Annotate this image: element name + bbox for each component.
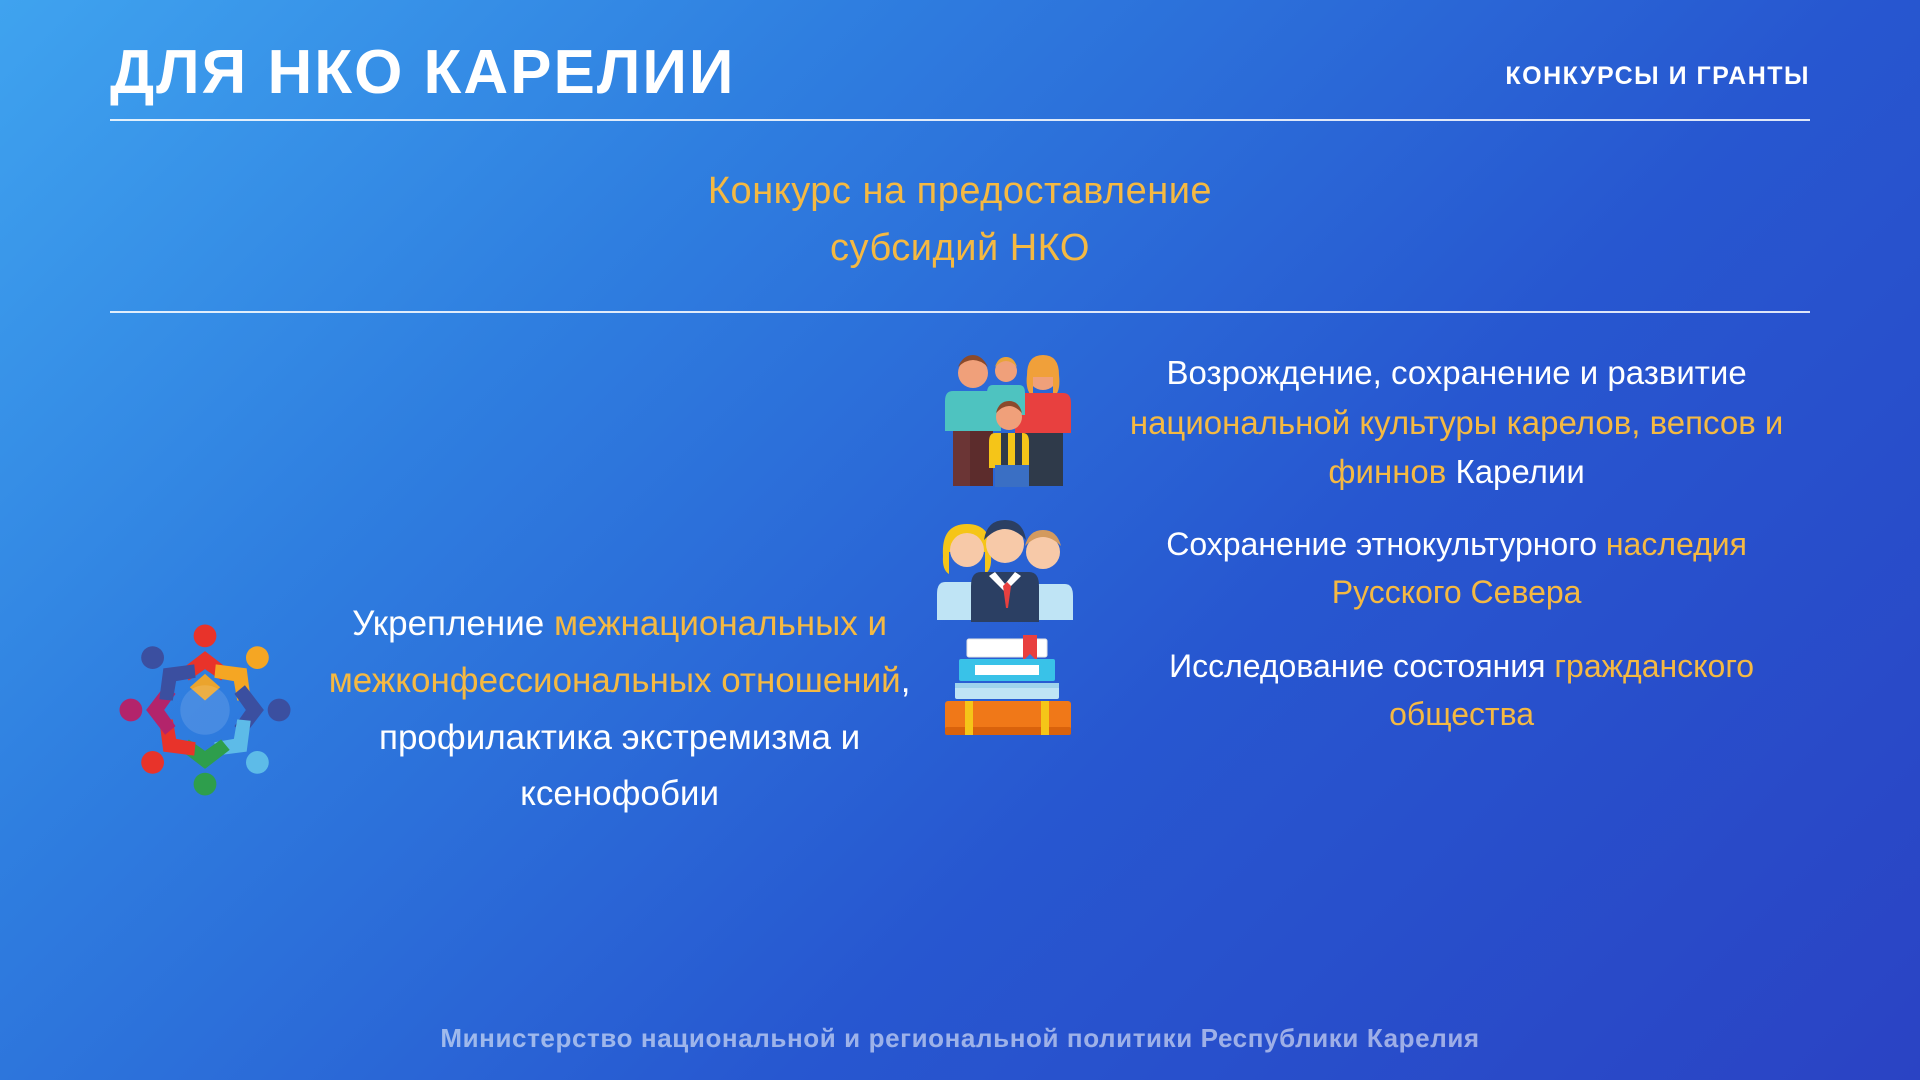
subtitle-block — [110, 121, 1810, 311]
slide-header — [110, 40, 1810, 119]
books-icon — [931, 635, 1091, 745]
left-block — [110, 339, 921, 1080]
three-people-icon — [931, 510, 1081, 625]
family-icon — [931, 345, 1081, 500]
subtitle-line-2: субсидий НКО — [830, 227, 1090, 270]
list-item — [931, 345, 1810, 500]
item-text-highlight: гражданского общества — [1389, 648, 1755, 733]
item-text-highlight: национальной культуры карелов, вепсов и финнов — [1129, 403, 1784, 491]
list-item — [931, 510, 1810, 625]
item-text-part-1: Исследование состояния — [1169, 648, 1555, 685]
left-block-text — [318, 596, 921, 823]
item-text-part-1: Возрождение, сохранение и развитие — [1166, 354, 1747, 392]
left-text-highlight: межнациональных и межконфессиональных отношений — [328, 604, 901, 700]
right-block — [931, 339, 1810, 1080]
header-kicker: КОНКУРСЫ И ГРАНТЫ — [1505, 62, 1810, 91]
footer-text: Министерство национальной и региональной политики Республики Карелия — [440, 1023, 1480, 1053]
list-item-text — [1103, 348, 1810, 497]
subtitle-line-1: Конкурс на предоставление — [707, 170, 1213, 213]
slide-body — [110, 313, 1810, 1080]
list-item-text — [1113, 642, 1810, 738]
people-circle-icon — [110, 615, 300, 805]
item-text-part-3: Карелии — [1446, 453, 1585, 491]
left-text-part-3: , профилактика экстремизма и ксенофобии — [379, 660, 911, 814]
item-text-highlight: наследия Русского Севера — [1331, 525, 1747, 610]
list-item-text — [1103, 520, 1810, 616]
left-text-part-1: Укрепление — [352, 604, 554, 644]
item-text-part-1: Сохранение этнокультурного — [1166, 525, 1606, 562]
page-title: ДЛЯ НКО КАРЕЛИИ — [110, 38, 736, 107]
list-item — [931, 635, 1810, 745]
